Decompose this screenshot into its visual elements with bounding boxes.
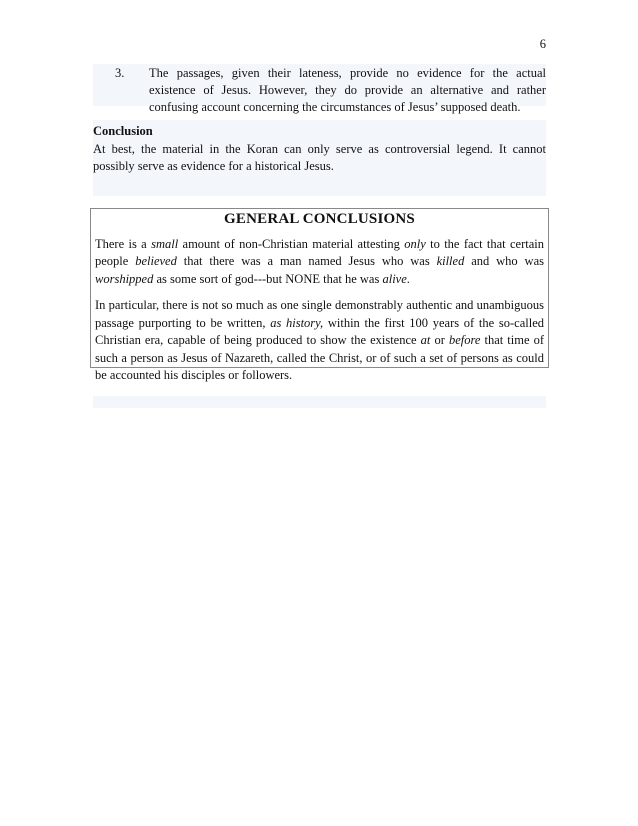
emphasis: only [404, 236, 426, 251]
general-conclusions-paragraph-1 [95, 236, 544, 289]
list-item-line: existence of Jesus. However, they do provide an alternative and rather [149, 83, 546, 97]
conclusion-section [93, 120, 546, 196]
text-run: that there was a man named Jesus who was [176, 254, 437, 268]
conclusion-line: possibly serve as evidence for a historical Jesus. [93, 159, 334, 173]
list-item-line: confusing account concerning the circumstances of Jesus’ supposed death. [149, 100, 521, 114]
emphasis: believed [135, 254, 177, 268]
paragraph-line: such a person as Jesus of Nazareth, called the Christ, or of such a set of persons as could [95, 350, 544, 365]
paragraph-line [95, 332, 544, 350]
emphasis: worshipped [95, 271, 154, 286]
text-run: passage purporting to be written, [95, 315, 271, 330]
text-run: There is a [95, 236, 152, 251]
paragraph-line [95, 236, 544, 254]
general-conclusions-paragraph-2 [95, 297, 544, 385]
emphasis: as history, [270, 315, 324, 330]
text-run: within the first 100 years of the so-called [323, 315, 544, 330]
text-run: Christian era, capable of being produced to show the existence [95, 333, 421, 347]
text-run: amount of non-Christian material attesting [178, 236, 405, 251]
paragraph-line [95, 315, 544, 333]
paragraph-line [95, 271, 544, 289]
bottom-shaded-band [93, 396, 546, 408]
list-item-text [149, 65, 546, 116]
text-run: . [406, 271, 410, 286]
emphasis: killed [436, 254, 465, 268]
emphasis: at [420, 333, 431, 347]
general-conclusions-box [90, 208, 549, 382]
text-run: people [95, 254, 136, 268]
paragraph-line: be accounted his disciples or followers. [95, 368, 293, 382]
emphasis: before [448, 333, 481, 347]
text-run: that time of [480, 333, 544, 347]
list-item-line: The passages, given their lateness, provide no evidence for the actual [149, 66, 546, 80]
emphasis: small [151, 236, 179, 251]
general-conclusions-title: GENERAL CONCLUSIONS [224, 211, 415, 227]
emphasis: alive [382, 271, 407, 286]
paragraph-line: In particular, there is not so much as one single demonstrably authentic and unambiguous [95, 298, 544, 312]
conclusion-line: At best, the material in the Koran can only serve as controversial legend. It cannot [93, 141, 546, 156]
list-item-number: 3. [115, 66, 125, 80]
text-run: to the fact that certain [425, 236, 545, 251]
list-item-3 [93, 64, 546, 114]
text-run: as some sort of god---but NONE that he was [153, 271, 383, 286]
text-run: and who was [464, 254, 544, 268]
page-number: 6 [539, 37, 546, 51]
paragraph-line [95, 253, 544, 271]
conclusion-heading: Conclusion [93, 124, 153, 138]
text-run: or [430, 333, 449, 347]
